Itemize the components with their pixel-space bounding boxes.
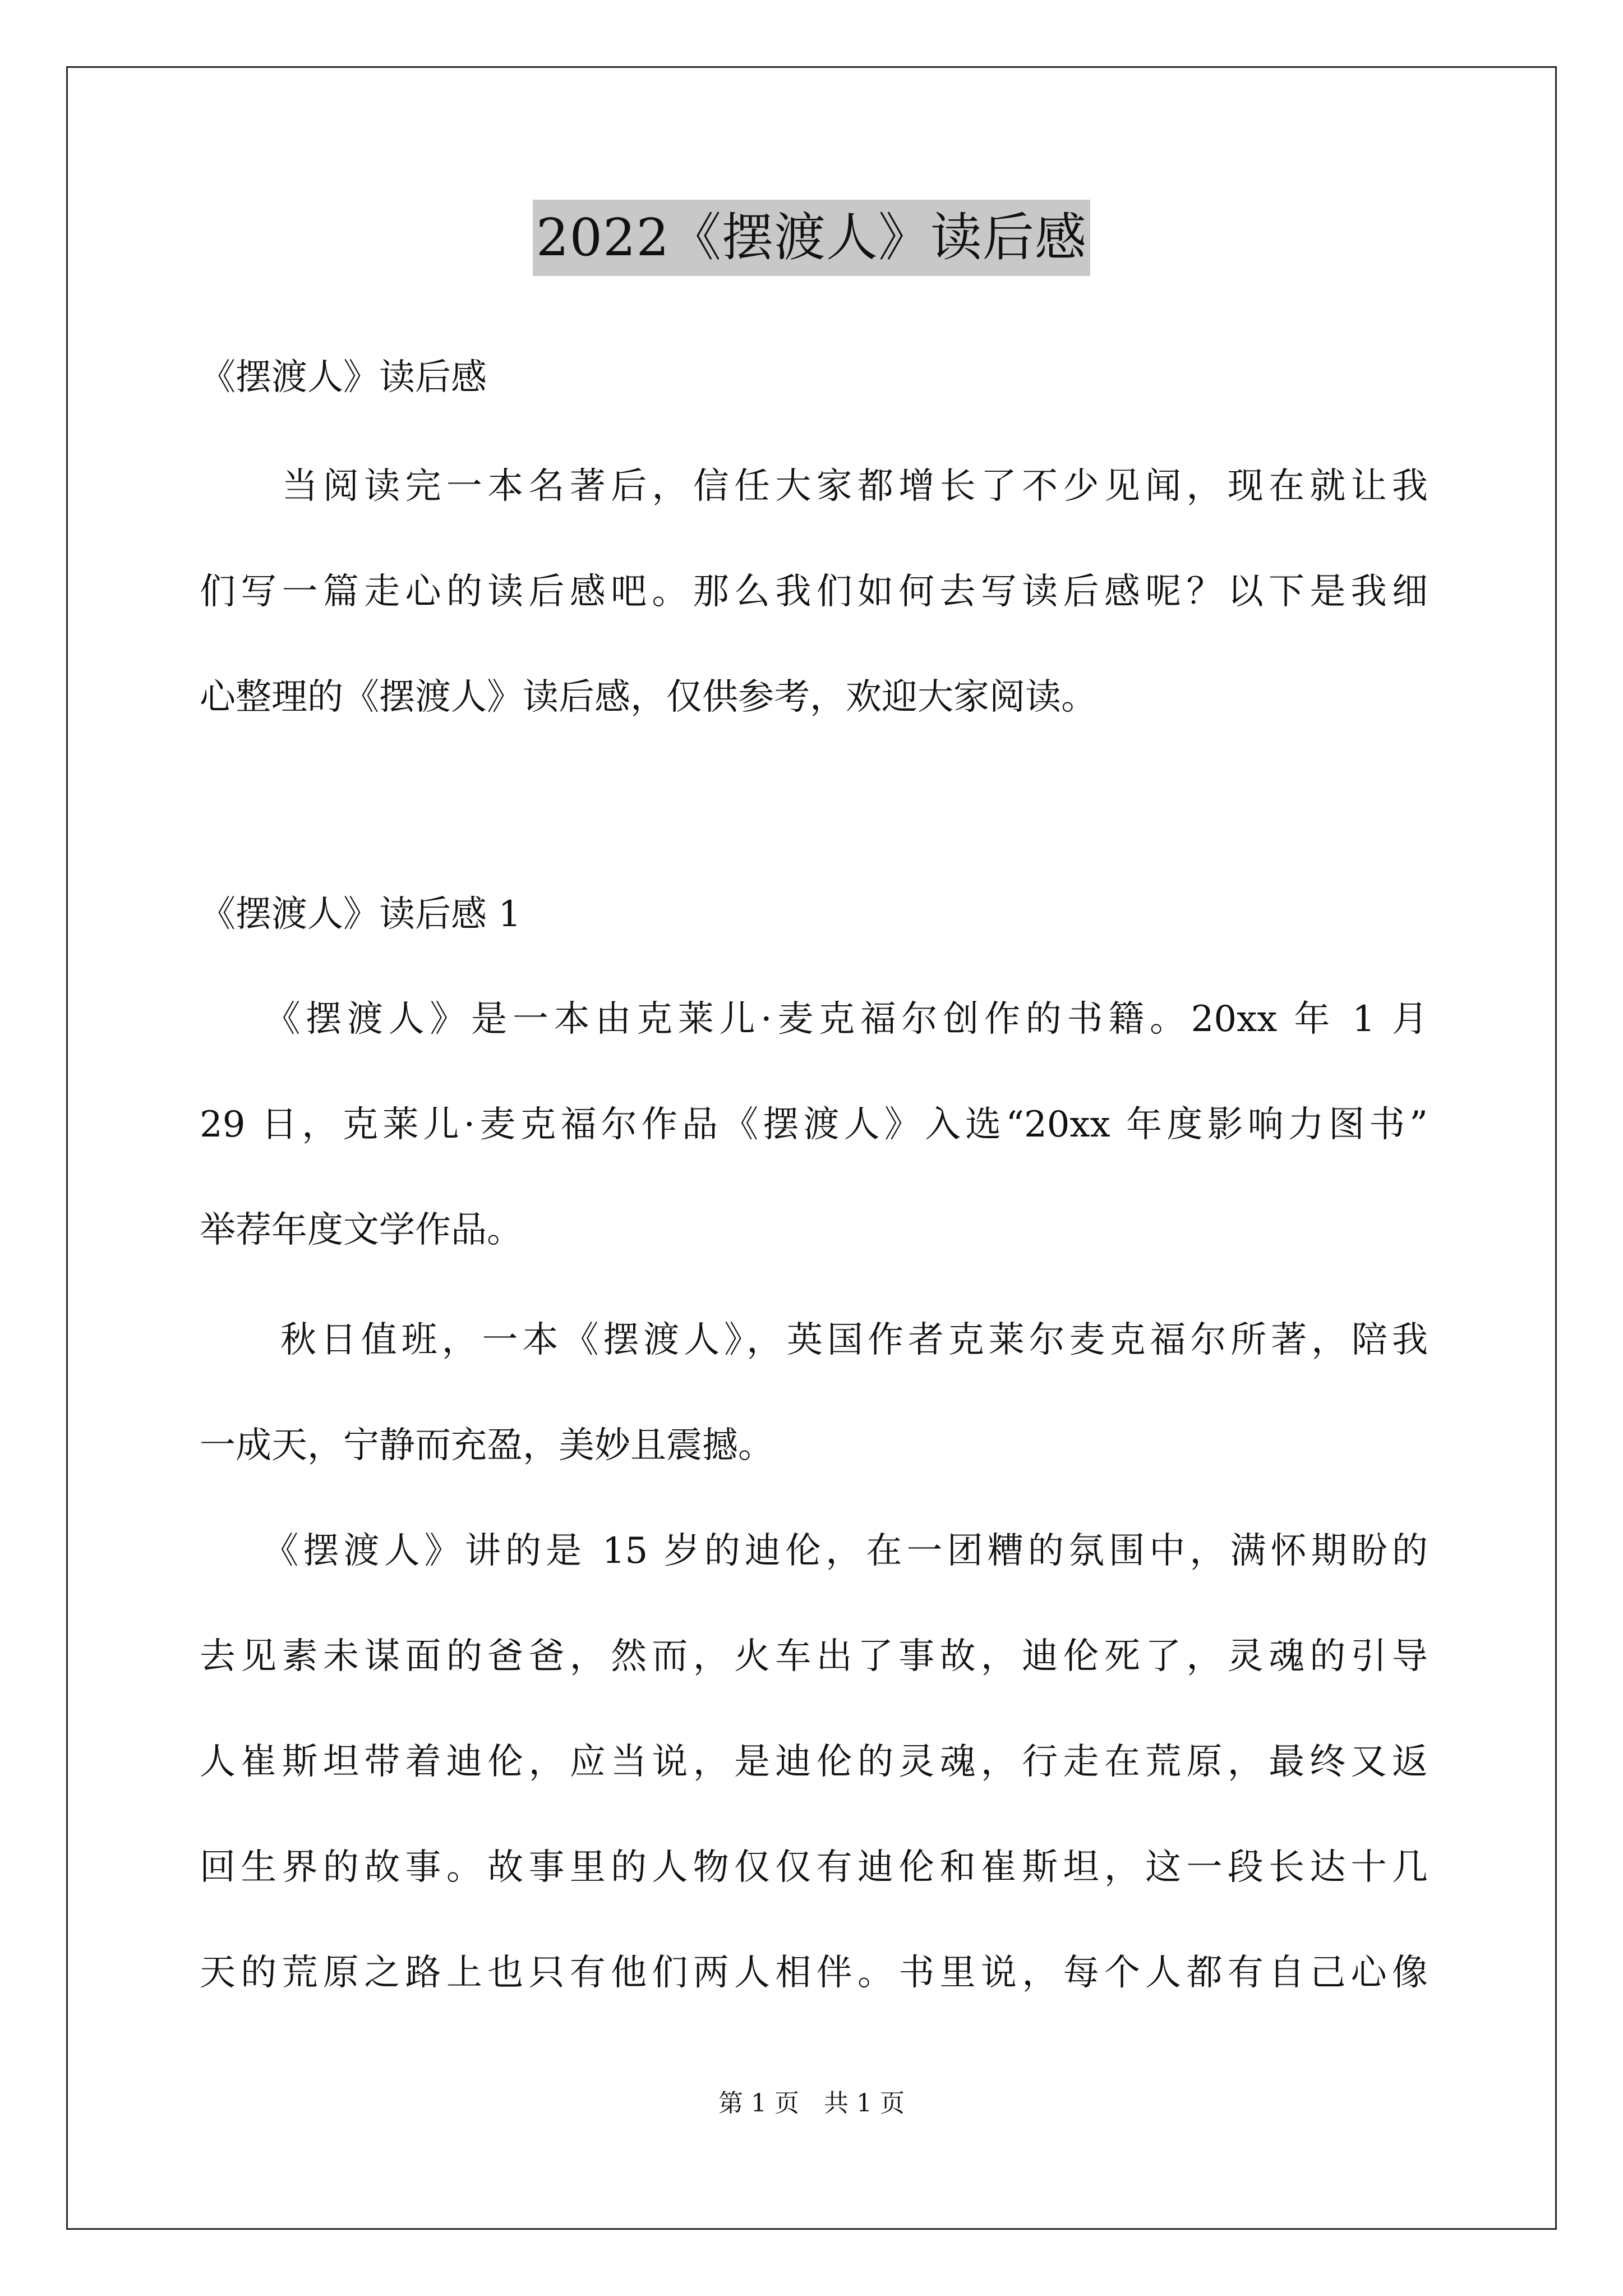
paragraph-line: 举荐年度文学作品。 xyxy=(200,1209,523,1251)
section-heading-intro: 《摆渡人》读后感 xyxy=(200,357,487,398)
paragraph-line: 去见素未谋面的爸爸，然而，火车出了事故，迪伦死了，灵魂的引导 xyxy=(200,1636,1428,1677)
title-container xyxy=(0,200,1623,276)
paragraph-line: 《摆渡人》是一本由克莱儿·麦克福尔创作的书籍。20xx 年 1 月 xyxy=(200,999,1428,1040)
section-heading-1: 《摆渡人》读后感 1 xyxy=(200,894,522,935)
paragraph-line: 一成天，宁静而充盈，美妙且震撼。 xyxy=(200,1425,774,1466)
paragraph-line: 心整理的《摆渡人》读后感，仅供参考，欢迎大家阅读。 xyxy=(200,677,1097,718)
page-footer: 第 1 页 共 1 页 xyxy=(718,2089,905,2118)
paragraph-line: 《摆渡人》讲的是 15 岁的迪伦，在一团糟的氛围中，满怀期盼的 xyxy=(200,1530,1428,1572)
paragraph-line: 人崔斯坦带着迪伦，应当说，是迪伦的灵魂，行走在荒原，最终又返 xyxy=(200,1741,1428,1783)
paragraph-line: 当阅读完一本名著后，信任大家都增长了不少见闻，现在就让我 xyxy=(200,466,1428,507)
paragraph-line: 秋日值班，一本《摆渡人》，英国作者克莱尔麦克福尔所著，陪我 xyxy=(200,1319,1428,1361)
paragraph-line: 天的荒原之路上也只有他们两人相伴。书里说，每个人都有自己心像 xyxy=(200,1952,1428,1994)
document-title: 2022《摆渡人》读后感 xyxy=(533,200,1090,276)
paragraph-line: 回生界的故事。故事里的人物仅仅有迪伦和崔斯坦，这一段长达十几 xyxy=(200,1847,1428,1888)
paragraph-line: 们写一篇走心的读后感吧。那么我们如何去写读后感呢？以下是我细 xyxy=(200,571,1428,613)
paragraph-line: 29 日，克莱儿·麦克福尔作品《摆渡人》入选“20xx 年度影响力图书” xyxy=(200,1104,1428,1145)
